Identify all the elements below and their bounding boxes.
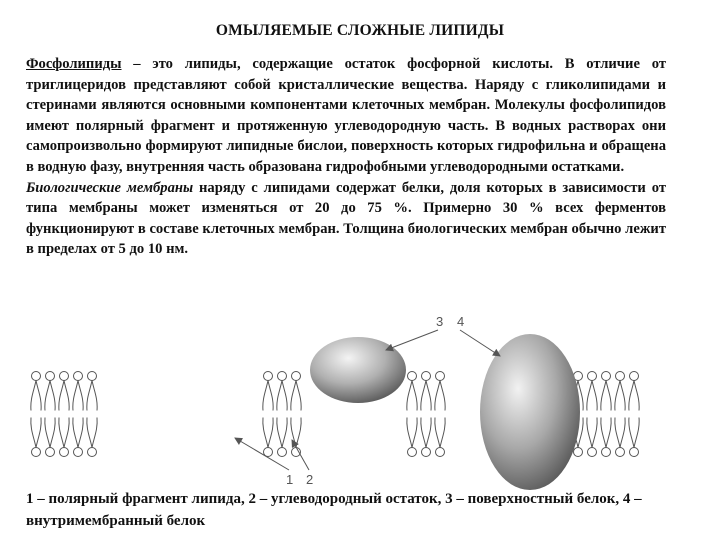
lipid-tail (45, 381, 55, 411)
lipid-tail (263, 418, 273, 448)
lipid-tail (45, 418, 55, 448)
lipid-tail (601, 418, 611, 448)
surface-protein (310, 337, 406, 403)
term-phospholipids: Фосфолипиды (26, 56, 122, 72)
lipid-head (88, 448, 97, 457)
lipid-head (408, 448, 417, 457)
label-2: 2 (306, 472, 314, 487)
integral-protein (480, 334, 580, 490)
lipid-head (436, 372, 445, 381)
lipid-tail (31, 381, 41, 411)
lipid-tail (421, 418, 431, 448)
lipid-tail (435, 418, 445, 448)
paragraph-phospholipids (26, 54, 666, 178)
lipid-tail (59, 418, 69, 448)
lipid-tail (263, 381, 273, 411)
lipid-tail (31, 418, 41, 448)
lipid-head (602, 372, 611, 381)
term-biological-membranes: Биологические мембраны (26, 179, 194, 196)
figure-caption: 1 – полярный фрагмент липида, 2 – углеводородный остаток, 3 – поверхностный белок, 4 – внутримембранный белок (26, 491, 642, 529)
lipid-tail (601, 381, 611, 411)
lipid-tail (407, 418, 417, 448)
lipid-head (60, 448, 69, 457)
lipid-head (292, 372, 301, 381)
lipid-tail (629, 418, 639, 448)
lipid-tail (615, 418, 625, 448)
lipid-head (32, 372, 41, 381)
lipid-tail (421, 381, 431, 411)
paragraph-phospholipids-text: – это липиды, содержащие остаток фосфорной кислоты. В отличие от триглицеридов представляют собой кристаллические вещества. Наряду с гликолипидами и стеринами являются основными компонентами клеточных мембран. Молекулы фосфолипидов имеют полярный фрагмент и протяженную углеводородную часть. В водных растворах они самопроизвольно формируют липидные бислои, поверхность которых гидрофильна и обращена в водную фазу, внутренняя часть образована гидрофобными углеводородными остатками. (26, 56, 666, 175)
lipid-head (630, 448, 639, 457)
lipid-tail (615, 381, 625, 411)
arrow-3 (386, 330, 438, 350)
lipid-head (422, 372, 431, 381)
lipid-tail (87, 418, 97, 448)
lipid-tail (629, 381, 639, 411)
lipid-head (46, 448, 55, 457)
lipid-tail (73, 381, 83, 411)
lipid-head (574, 448, 583, 457)
lipid-tail (587, 418, 597, 448)
lipid-tail (291, 418, 301, 448)
lipid-tail (277, 381, 287, 411)
lipid-head (616, 448, 625, 457)
lipid-head (88, 372, 97, 381)
lipid-head (46, 372, 55, 381)
lipid-tail (277, 418, 287, 448)
arrow-4 (460, 330, 500, 356)
lipid-head (74, 448, 83, 457)
lipid-tail (59, 381, 69, 411)
main-text (26, 54, 666, 260)
lipid-tail (73, 418, 83, 448)
lipid-head (408, 372, 417, 381)
lipid-head (588, 372, 597, 381)
lipid-head (436, 448, 445, 457)
lipid-head (264, 372, 273, 381)
lipid-head (602, 448, 611, 457)
lipid-tail (435, 381, 445, 411)
lipid-head (630, 372, 639, 381)
lipid-head (74, 372, 83, 381)
lipid-head (422, 448, 431, 457)
page-title: ОМЫЛЯЕМЫЕ СЛОЖНЫЕ ЛИПИДЫ (215, 22, 505, 39)
lipid-tail (87, 381, 97, 411)
lipid-tail (407, 381, 417, 411)
lipid-head (616, 372, 625, 381)
lipid-head (588, 448, 597, 457)
membrane-diagram (0, 312, 720, 497)
label-3: 3 (436, 314, 444, 329)
label-4: 4 (457, 314, 465, 329)
lipid-head (278, 372, 287, 381)
label-1: 1 (286, 472, 294, 487)
lipid-tail (587, 381, 597, 411)
lipid-head (32, 448, 41, 457)
lipid-head (60, 372, 69, 381)
paragraph-membranes-text: наряду с липидами содержат белки, доля которых в зависимости от типа мембраны может изменяться от 20 до 75 %. Примерно 30 % всех ферментов функционируют в составе клеточных мембран. Толщина биологических мембран обычно лежит в пределах от 5 до 10 нм. (26, 179, 666, 258)
lipid-head (278, 448, 287, 457)
paragraph-membranes (26, 178, 666, 260)
lipid-tail (291, 381, 301, 411)
